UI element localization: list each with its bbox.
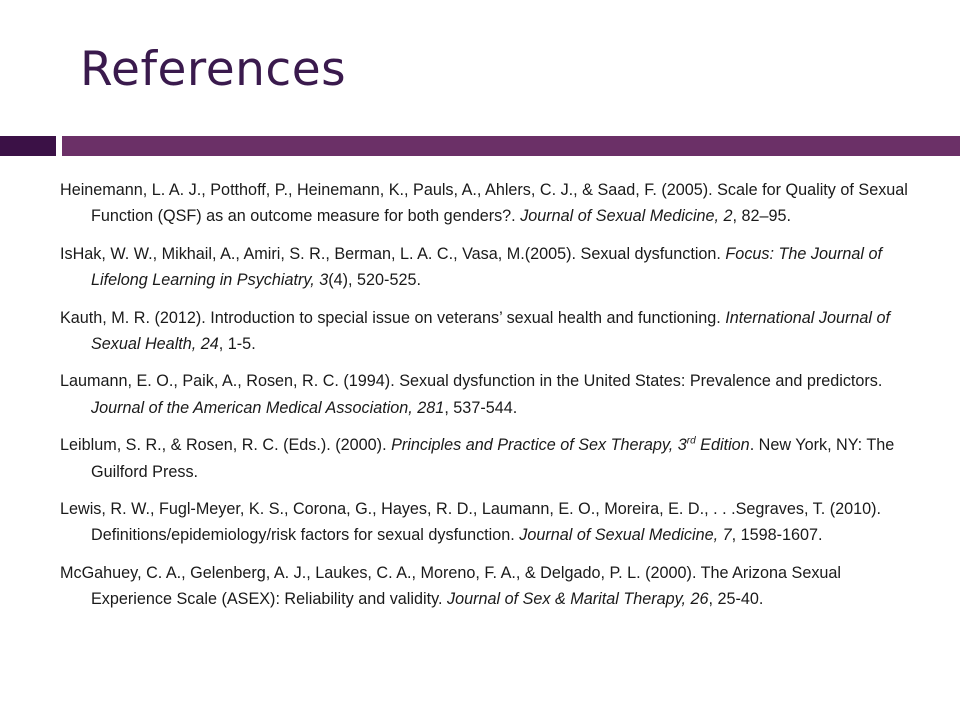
reference-item: [60, 432, 920, 485]
reference-source: Journal of Sexual Medicine, 7: [519, 526, 732, 545]
reference-pages: , 1-5.: [218, 335, 256, 354]
reference-text: Laumann, E. O., Paik, A., Rosen, R. C. (1994). Sexual dysfunction in the United States: Prevalence and predictors.: [60, 372, 883, 391]
reference-text: Lewis, R. W., Fugl-Meyer, K. S., Corona, G., Hayes, R. D., Laumann, E. O., Moreira, E. D., . . .Segraves, T. (2010). Definitions/epidemiology/risk factors for sexual dysfunction.: [60, 500, 882, 545]
reference-source: Journal of Sex & Marital Therapy, 26: [446, 590, 709, 609]
reference-item: [60, 305, 920, 358]
reference-text: Leiblum, S. R., & Rosen, R. C. (Eds.). (2000).: [60, 436, 392, 455]
reference-item: [60, 560, 920, 613]
reference-source: International Journal of Sexual Health, 24: [91, 308, 890, 354]
reference-pages: , 537-544.: [444, 398, 518, 417]
reference-text: IsHak, W. W., Mikhail, A., Amiri, S. R., Berman, L. A. C., Vasa, M.(2005). Sexual dysfunction.: [60, 244, 726, 263]
reference-source: Journal of the American Medical Association, 281: [91, 398, 445, 417]
reference-item: [60, 177, 920, 230]
reference-pages: , 25-40.: [708, 590, 764, 609]
reference-item: [60, 496, 920, 549]
reference-text: Heinemann, L. A. J., Potthoff, P., Heinemann, K., Pauls, A., Ahlers, C. J., & Saad, F. (2005). Scale for Quality of Sexual Function (QSF) as an outcome measure for both genders?.: [60, 181, 908, 226]
reference-text: McGahuey, C. A., Gelenberg, A. J., Laukes, C. A., Moreno, F. A., & Delgado, P. L. (2000). The Arizona Sexual Experience Scale (ASEX): Reliability and validity.: [60, 563, 842, 609]
reference-item: [60, 368, 920, 421]
reference-source: Journal of Sexual Medicine, 2: [520, 207, 733, 226]
page-title: References: [80, 42, 347, 97]
reference-pages: , 1598-1607.: [731, 526, 823, 545]
reference-item: [60, 241, 920, 294]
reference-source-continued: Edition: [695, 436, 750, 455]
reference-source: Focus: The Journal of Lifelong Learning in Psychiatry, 3: [91, 244, 882, 290]
reference-source: Principles and Practice of Sex Therapy, 3: [391, 436, 687, 455]
reference-pages: , 82–95.: [732, 207, 792, 226]
title-accent-bar-left: [0, 136, 56, 156]
reference-pages: (4), 520-525.: [328, 271, 421, 290]
reference-list: [60, 177, 920, 624]
title-accent-bar: [62, 136, 960, 156]
reference-superscript: rd: [686, 435, 696, 447]
reference-text: Kauth, M. R. (2012). Introduction to special issue on veterans’ sexual health and functioning.: [60, 308, 726, 327]
reference-pages: . New York, NY: The Guilford Press.: [91, 436, 895, 481]
